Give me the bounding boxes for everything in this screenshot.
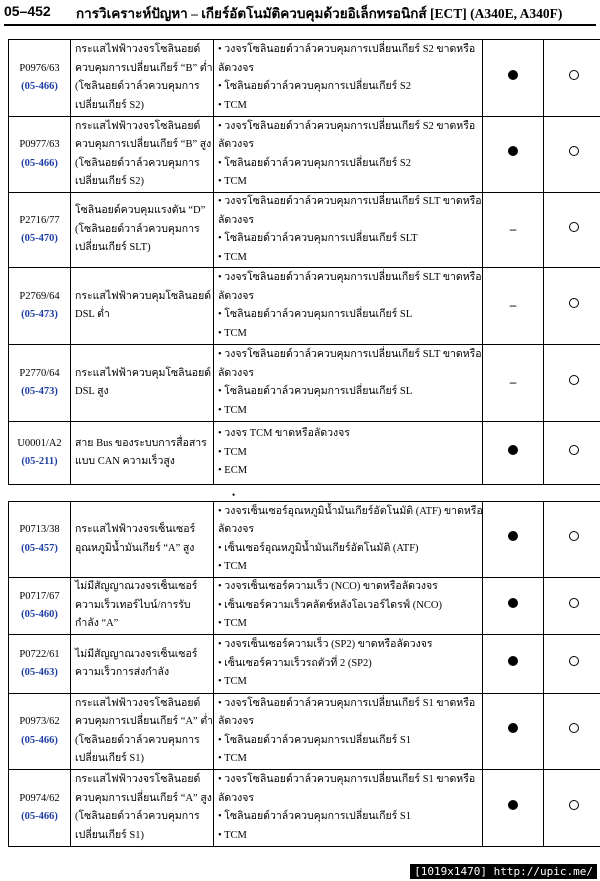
dtc-code: P2716/77 <box>19 214 60 226</box>
trouble-area-line: • เซ็นเซอร์ความเร็วรถตัวที่ 2 (SP2) <box>218 657 372 669</box>
open-circle-icon <box>569 445 579 455</box>
page-ref-link[interactable]: (05-463) <box>21 667 58 678</box>
trouble-area-line: • วงจร TCM ขาดหรือลัดวงจร <box>218 428 350 440</box>
trouble-area-cell <box>214 502 483 578</box>
dtc-table-top <box>8 39 600 485</box>
detection-line: DSL ต่ำ <box>75 309 110 320</box>
trouble-area-line: ลัดวงจร <box>218 716 255 727</box>
dtc-code-cell <box>9 502 71 578</box>
open-circle-icon <box>569 298 579 308</box>
col-b-cell <box>544 345 600 422</box>
detection-line: โซลินอยด์ควบคุมแรงดัน “D” <box>75 205 206 217</box>
filled-circle-icon <box>508 800 518 810</box>
trouble-area-line: • TCM <box>218 676 247 688</box>
open-circle-icon <box>569 222 579 232</box>
table-row <box>9 268 600 345</box>
open-circle-icon <box>569 531 579 541</box>
page-ref-link[interactable]: (05-466) <box>21 811 58 822</box>
detection-item-cell <box>71 40 214 117</box>
dtc-code: P0974/62 <box>19 792 60 804</box>
col-a-cell <box>483 345 544 422</box>
trouble-area-line: • วงจรโซลินอยด์วาล์วควบคุมการเปลี่ยนเกียร์ S2 ขาดหรือ <box>218 120 476 132</box>
detection-item-cell <box>71 193 214 268</box>
detection-line: กำลัง “A” <box>75 618 119 630</box>
filled-circle-icon <box>508 723 518 733</box>
trouble-area-line: ลัดวงจร <box>218 62 255 74</box>
open-circle-icon <box>569 598 579 608</box>
open-circle-icon <box>569 723 579 733</box>
dtc-code: P0977/63 <box>19 139 60 150</box>
detection-line: กระแสไฟฟ้าวงจรโซลินอยด์ <box>75 774 201 785</box>
trouble-area-line: ลัดวงจร <box>218 367 255 379</box>
page-ref-link[interactable]: (05-466) <box>21 734 58 746</box>
table-row <box>9 694 600 770</box>
trouble-area-cell <box>214 635 483 694</box>
trouble-area-line: • โซลินอยด์วาล์วควบคุมการเปลี่ยนเกียร์ S1 <box>218 811 411 822</box>
col-a-cell <box>483 422 544 485</box>
detection-line: ไม่มีสัญญาณวงจรเซ็นเซอร์ <box>75 648 198 660</box>
detection-line: กระแสไฟฟ้าวงจรโซลินอยด์ <box>75 697 201 709</box>
table-row <box>9 40 600 117</box>
detection-item-cell <box>71 345 214 422</box>
detection-line: ความเร็วเทอร์ไบน์/การรับ <box>75 599 191 611</box>
col-b-cell <box>544 694 600 770</box>
detection-line: DSL สูง <box>75 386 109 397</box>
detection-line: เปลี่ยนเกียร์ S1) <box>75 753 144 764</box>
page-ref-link[interactable]: (05-211) <box>21 456 58 467</box>
detection-line: (โซลินอยด์วาล์วควบคุมการ <box>75 157 200 169</box>
col-a-cell <box>483 578 544 635</box>
detection-item-cell <box>71 770 214 847</box>
detection-line: เปลี่ยนเกียร์ S1) <box>75 829 144 841</box>
dtc-code-cell <box>9 422 71 485</box>
dtc-code: P0976/63 <box>19 62 60 74</box>
col-b-cell <box>544 193 600 268</box>
trouble-area-line: • TCM <box>218 829 247 841</box>
dtc-code: P0973/62 <box>19 716 60 727</box>
filled-circle-icon <box>508 445 518 455</box>
col-b-cell <box>544 502 600 578</box>
trouble-area-line: ลัดวงจร <box>218 290 255 302</box>
dtc-code-cell <box>9 345 71 422</box>
page-ref-link[interactable]: (05-473) <box>21 386 58 397</box>
dtc-code-cell <box>9 694 71 770</box>
dash-icon: – <box>509 373 517 389</box>
trouble-area-line: • โซลินอยด์วาล์วควบคุมการเปลี่ยนเกียร์ S2 <box>218 81 411 92</box>
detection-line: แบบ CAN ความเร็วสูง <box>75 456 175 467</box>
trouble-area-cell <box>214 268 483 345</box>
detection-line: ควบคุมการเปลี่ยนเกียร์ “B” สูง <box>75 139 212 150</box>
detection-line: เปลี่ยนเกียร์ S2) <box>75 176 144 187</box>
detection-item-cell <box>71 635 214 694</box>
trouble-area-line: • โซลินอยด์วาล์วควบคุมการเปลี่ยนเกียร์ S2 <box>218 157 411 169</box>
col-b-cell <box>544 422 600 485</box>
trouble-area-line: ลัดวงจร <box>218 214 255 226</box>
page-gap: • <box>0 486 600 498</box>
page-ref-link[interactable]: (05-473) <box>21 309 58 320</box>
dtc-code: P0717/67 <box>19 590 60 602</box>
detection-line: อุณหภูมิน้ำมันเกียร์ “A” สูง <box>75 542 195 554</box>
detection-item-cell <box>71 422 214 485</box>
trouble-area-line: • TCM <box>218 561 247 572</box>
trouble-area-line: ลัดวงจร <box>218 139 255 150</box>
trouble-area-cell <box>214 117 483 193</box>
trouble-area-line: • โซลินอยด์วาล์วควบคุมการเปลี่ยนเกียร์ SLT <box>218 233 418 244</box>
detection-line: กระแสไฟฟ้าวงจรเซ็นเซอร์ <box>75 524 196 535</box>
col-b-cell <box>544 268 600 345</box>
col-a-cell <box>483 635 544 694</box>
dtc-code-cell <box>9 770 71 847</box>
dtc-code-cell <box>9 193 71 268</box>
trouble-area-line: • โซลินอยด์วาล์วควบคุมการเปลี่ยนเกียร์ SL <box>218 309 413 320</box>
filled-circle-icon <box>508 70 518 80</box>
detection-line: เปลี่ยนเกียร์ S2) <box>75 99 144 111</box>
page-number: 05–452 <box>4 3 51 19</box>
detection-line: ควบคุมการเปลี่ยนเกียร์ “A” สูง <box>75 792 212 804</box>
dtc-code-cell <box>9 268 71 345</box>
col-b-cell <box>544 117 600 193</box>
trouble-area-cell <box>214 770 483 847</box>
filled-circle-icon <box>508 656 518 666</box>
dtc-code-cell <box>9 117 71 193</box>
page-ref-link[interactable]: (05-460) <box>21 609 58 620</box>
trouble-area-line: • วงจรโซลินอยด์วาล์วควบคุมการเปลี่ยนเกียร์ SLT ขาดหรือ <box>218 349 482 360</box>
trouble-area-line: • TCM <box>218 327 247 339</box>
col-b-cell <box>544 770 600 847</box>
page-ref-link[interactable]: (05-466) <box>21 81 58 92</box>
trouble-area-line: • TCM <box>218 251 247 263</box>
detection-line: (โซลินอยด์วาล์วควบคุมการ <box>75 223 200 235</box>
trouble-area-line: • TCM <box>218 618 247 630</box>
trouble-area-line: • เซ็นเซอร์อุณหภูมิน้ำมันเกียร์อัตโนมัติ (ATF) <box>218 542 419 554</box>
table-row <box>9 770 600 847</box>
trouble-area-line: • TCM <box>218 176 247 187</box>
dtc-code: P0722/61 <box>19 648 60 660</box>
detection-line: ไม่มีสัญญาณวงจรเซ็นเซอร์ <box>75 581 198 593</box>
open-circle-icon <box>569 375 579 385</box>
col-a-cell <box>483 770 544 847</box>
dtc-code: P2769/64 <box>19 290 60 302</box>
dtc-code-cell <box>9 578 71 635</box>
col-a-cell <box>483 268 544 345</box>
detection-line: (โซลินอยด์วาล์วควบคุมการ <box>75 811 200 822</box>
dtc-table-bottom <box>8 501 600 847</box>
open-circle-icon <box>569 70 579 80</box>
trouble-area-cell <box>214 345 483 422</box>
detection-line: (โซลินอยด์วาล์วควบคุมการ <box>75 81 200 92</box>
trouble-area-line: • TCM <box>218 99 247 111</box>
col-a-cell <box>483 117 544 193</box>
page-ref-link[interactable]: (05-470) <box>21 233 58 244</box>
detection-item-cell <box>71 502 214 578</box>
detection-line: ควบคุมการเปลี่ยนเกียร์ “A” ต่ำ <box>75 716 214 727</box>
trouble-area-line: • วงจรโซลินอยด์วาล์วควบคุมการเปลี่ยนเกียร์ SLT ขาดหรือ <box>218 196 482 207</box>
table-row <box>9 193 600 268</box>
filled-circle-icon <box>508 531 518 541</box>
table-row <box>9 635 600 694</box>
open-circle-icon <box>569 146 579 156</box>
detection-line: สาย Bus ของระบบการสื่อสาร <box>75 437 207 449</box>
filled-circle-icon <box>508 598 518 608</box>
trouble-area-line: • TCM <box>218 753 247 764</box>
detection-item-cell <box>71 578 214 635</box>
detection-line: (โซลินอยด์วาล์วควบคุมการ <box>75 734 200 746</box>
dtc-code: P0713/38 <box>19 524 60 535</box>
col-b-cell <box>544 578 600 635</box>
open-circle-icon <box>569 800 579 810</box>
trouble-area-line: ลัดวงจร <box>218 792 255 804</box>
table-row <box>9 502 600 578</box>
table-row <box>9 345 600 422</box>
trouble-area-line: • โซลินอยด์วาล์วควบคุมการเปลี่ยนเกียร์ SL <box>218 386 413 397</box>
detection-line: เปลี่ยนเกียร์ SLT) <box>75 242 151 254</box>
detection-line: กระแสไฟฟ้าควบคุมโซลินอยด์ <box>75 290 212 302</box>
trouble-area-line: • TCM <box>218 446 247 458</box>
detection-item-cell <box>71 694 214 770</box>
dtc-code: P2770/64 <box>19 367 60 379</box>
header-rule <box>4 24 596 26</box>
trouble-area-line: • โซลินอยด์วาล์วควบคุมการเปลี่ยนเกียร์ S1 <box>218 734 411 746</box>
dtc-code-cell <box>9 635 71 694</box>
dtc-code: U0001/A2 <box>17 437 62 449</box>
table-row <box>9 422 600 485</box>
col-b-cell <box>544 40 600 117</box>
detection-line: กระแสไฟฟ้าวงจรโซลินอยด์ <box>75 120 201 132</box>
dash-icon: – <box>509 296 517 312</box>
detection-line: ควบคุมการเปลี่ยนเกียร์ “B” ต่ำ <box>75 62 213 74</box>
trouble-area-cell <box>214 40 483 117</box>
trouble-area-cell <box>214 578 483 635</box>
page-ref-link[interactable]: (05-466) <box>21 157 58 169</box>
trouble-area-line: • วงจรโซลินอยด์วาล์วควบคุมการเปลี่ยนเกียร์ S1 ขาดหรือ <box>218 774 476 785</box>
detection-item-cell <box>71 117 214 193</box>
trouble-area-line: • TCM <box>218 404 247 416</box>
detection-line: ความเร็วการส่งกำลัง <box>75 667 170 678</box>
trouble-area-line: • ECM <box>218 465 248 477</box>
dash-icon: – <box>509 220 517 236</box>
table-row <box>9 578 600 635</box>
col-b-cell <box>544 635 600 694</box>
trouble-area-line: • วงจรโซลินอยด์วาล์วควบคุมการเปลี่ยนเกียร์ S1 ขาดหรือ <box>218 697 476 709</box>
trouble-area-line: ลัดวงจร <box>218 524 255 535</box>
trouble-area-cell <box>214 193 483 268</box>
col-a-cell <box>483 694 544 770</box>
trouble-area-line: • เซ็นเซอร์ความเร็วคลัตช์หลังโอเวอร์ไดรฟ์ (NCO) <box>218 599 442 611</box>
trouble-area-line: • วงจรเซ็นเซอร์ความเร็ว (NCO) ขาดหรือลัดวงจร <box>218 581 438 593</box>
trouble-area-cell <box>214 422 483 485</box>
trouble-area-cell <box>214 694 483 770</box>
page-header <box>4 0 596 27</box>
col-a-cell <box>483 40 544 117</box>
detection-line: กระแสไฟฟ้าวงจรโซลินอยด์ <box>75 44 201 55</box>
dtc-code-cell <box>9 40 71 117</box>
trouble-area-line: • วงจรโซลินอยด์วาล์วควบคุมการเปลี่ยนเกียร์ SLT ขาดหรือ <box>218 272 482 283</box>
detection-line: กระแสไฟฟ้าควบคุมโซลินอยด์ <box>75 367 212 379</box>
col-a-cell <box>483 502 544 578</box>
col-a-cell <box>483 193 544 268</box>
detection-item-cell <box>71 268 214 345</box>
page-ref-link[interactable]: (05-457) <box>21 542 58 554</box>
open-circle-icon <box>569 656 579 666</box>
trouble-area-line: • วงจรเซ็นเซอร์ความเร็ว (SP2) ขาดหรือลัดวงจร <box>218 639 433 651</box>
page-title: การวิเคราะห์ปัญหา – เกียร์อัตโนมัติควบคุมด้วยอิเล็กทรอนิกส์ [ECT] (A340E, A340F) <box>76 6 563 21</box>
trouble-area-line: • วงจรโซลินอยด์วาล์วควบคุมการเปลี่ยนเกียร์ S2 ขาดหรือ <box>218 44 476 55</box>
trouble-area-line: • วงจรเซ็นเซอร์อุณหภูมิน้ำมันเกียร์อัตโนมัติ (ATF) ขาดหรือ <box>218 505 483 517</box>
table-row <box>9 117 600 193</box>
watermark: [1019x1470] http://upic.me/ <box>410 864 597 879</box>
filled-circle-icon <box>508 146 518 156</box>
